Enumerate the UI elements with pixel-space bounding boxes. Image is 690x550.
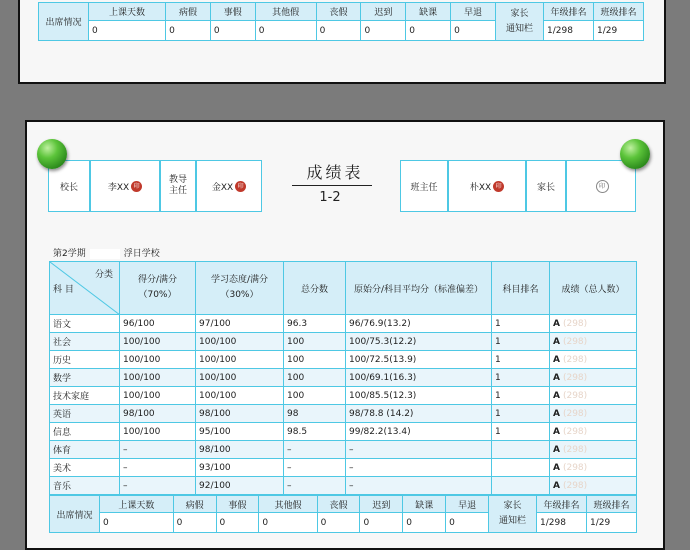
total: 100 (284, 369, 346, 387)
grade-cell (550, 459, 637, 477)
score: 100/100 (120, 351, 196, 369)
school-line (53, 246, 160, 259)
rank: 1 (492, 405, 550, 423)
grade-cell (550, 387, 637, 405)
rank: 1 (492, 333, 550, 351)
table-row (50, 387, 637, 405)
attendance-label: 出席情况 (50, 496, 100, 533)
raw: 100/72.5(13.9) (346, 351, 492, 369)
principal-label: 校长 (48, 160, 90, 212)
table-row (50, 315, 637, 333)
top-att-h5: 迟到 (361, 3, 406, 21)
attitude: 98/100 (196, 405, 284, 423)
table-row (50, 369, 637, 387)
att-v0: 0 (100, 513, 174, 533)
att-v3: 0 (259, 513, 317, 533)
subject: 信息 (50, 423, 120, 441)
top-grade-rank-value: 1/298 (544, 21, 594, 41)
raw: – (346, 459, 492, 477)
rank: 1 (492, 315, 550, 333)
score: 100/100 (120, 369, 196, 387)
attitude: 95/100 (196, 423, 284, 441)
grade-count: (298) (562, 408, 588, 419)
top-att-h0: 上课天数 (89, 3, 166, 21)
subject: 英语 (50, 405, 120, 423)
report-title: 成绩表 (306, 163, 364, 182)
top-attendance-label: 出席情况 (39, 3, 89, 41)
class-label: 1-2 (319, 190, 341, 205)
att-h6: 缺课 (403, 496, 446, 513)
att-h1: 病假 (173, 496, 216, 513)
title-underline (292, 185, 372, 186)
att-h4: 丧假 (317, 496, 360, 513)
grade-rank-value: 1/298 (537, 513, 587, 533)
class-rank-label: 班级排名 (587, 496, 637, 513)
att-h7: 早退 (446, 496, 489, 513)
table-row (50, 333, 637, 351)
homeroom-seal-icon: 印 (493, 181, 504, 192)
parent-label: 家长 (526, 160, 566, 212)
grades-table (49, 261, 637, 495)
top-att-v2: 0 (210, 21, 255, 41)
grade-count: (298) (562, 354, 588, 365)
subject: 美术 (50, 459, 120, 477)
att-h0: 上课天数 (100, 496, 174, 513)
top-attendance-table (38, 2, 644, 41)
attitude: 97/100 (196, 315, 284, 333)
homeroom-sign (448, 160, 526, 212)
pushpin-left-icon (37, 139, 67, 169)
top-att-h7: 早退 (451, 3, 496, 21)
score: – (120, 477, 196, 495)
subject: 音乐 (50, 477, 120, 495)
grade-cell (550, 315, 637, 333)
score: 100/100 (120, 423, 196, 441)
table-row (50, 459, 637, 477)
class-rank-value: 1/29 (587, 513, 637, 533)
principal-seal-icon: 印 (131, 181, 142, 192)
col-raw: 原始分/科目平均分（标准偏差） (346, 262, 492, 315)
rank (492, 477, 550, 495)
principal-sign (90, 160, 160, 212)
table-row (50, 351, 637, 369)
att-v6: 0 (403, 513, 446, 533)
grade-count: (298) (562, 390, 588, 401)
raw: 96/76.9(13.2) (346, 315, 492, 333)
top-att-h1: 病假 (166, 3, 211, 21)
att-v1: 0 (173, 513, 216, 533)
total: 100 (284, 387, 346, 405)
score: 98/100 (120, 405, 196, 423)
subject: 数学 (50, 369, 120, 387)
score: 96/100 (120, 315, 196, 333)
subject: 历史 (50, 351, 120, 369)
score: – (120, 459, 196, 477)
raw: – (346, 477, 492, 495)
att-h2: 事假 (216, 496, 259, 513)
rank: 1 (492, 351, 550, 369)
grade-cell (550, 441, 637, 459)
grade-cell (550, 369, 637, 387)
director-sign (196, 160, 262, 212)
grade: A (553, 318, 560, 329)
grade-cell (550, 477, 637, 495)
parent-sign (566, 160, 636, 212)
attendance-table (49, 495, 637, 533)
attitude: 98/100 (196, 441, 284, 459)
att-v7: 0 (446, 513, 489, 533)
school-name: 浮日学校 (123, 249, 160, 259)
att-v4: 0 (317, 513, 360, 533)
grade-count: (298) (562, 480, 588, 491)
top-att-v4: 0 (316, 21, 361, 41)
principal-name: 李XX (107, 182, 130, 193)
raw: 100/75.3(12.2) (346, 333, 492, 351)
top-att-h3: 其他假 (255, 3, 316, 21)
total: – (284, 459, 346, 477)
subject: 社会 (50, 333, 120, 351)
top-att-h6: 缺课 (406, 3, 451, 21)
col-total: 总分数 (284, 262, 346, 315)
grade-count: (298) (562, 426, 588, 437)
grade-rank-label: 年级排名 (537, 496, 587, 513)
attitude: 100/100 (196, 369, 284, 387)
homeroom-label: 班主任 (400, 160, 448, 212)
raw: 99/82.2(13.4) (346, 423, 492, 441)
total: – (284, 477, 346, 495)
top-att-h2: 事假 (210, 3, 255, 21)
total: 98 (284, 405, 346, 423)
col-attitude: 学习态度/满分 （30%） (196, 262, 284, 315)
total: 96.3 (284, 315, 346, 333)
table-row (50, 405, 637, 423)
attitude: 92/100 (196, 477, 284, 495)
grade-count: (298) (562, 318, 588, 329)
grade: A (553, 480, 560, 491)
col-score: 得分/满分 （70%） (120, 262, 196, 315)
raw: – (346, 441, 492, 459)
rank (492, 441, 550, 459)
subject: 体育 (50, 441, 120, 459)
parent-seal-icon: 印 (596, 180, 609, 193)
score: – (120, 441, 196, 459)
table-row (50, 423, 637, 441)
grade: A (553, 390, 560, 401)
top-class-rank-label: 班级排名 (594, 3, 644, 21)
grade: A (553, 354, 560, 365)
director-label: 教导 主任 (160, 160, 196, 212)
grade-count: (298) (562, 336, 588, 347)
score: 100/100 (120, 333, 196, 351)
rank: 1 (492, 387, 550, 405)
att-h5: 迟到 (360, 496, 403, 513)
grade-count: (298) (562, 462, 588, 473)
col-grade: 成绩（总人数） (550, 262, 637, 315)
score: 100/100 (120, 387, 196, 405)
raw: 100/85.5(12.3) (346, 387, 492, 405)
raw: 98/78.8 (14.2) (346, 405, 492, 423)
corner-bottom-label: 科 目 (53, 285, 74, 295)
attitude: 100/100 (196, 351, 284, 369)
grade-cell (550, 405, 637, 423)
grade: A (553, 426, 560, 437)
semester-label: 第2学期 (53, 249, 86, 259)
grade: A (553, 408, 560, 419)
top-att-v6: 0 (406, 21, 451, 41)
top-class-rank-value: 1/29 (594, 21, 644, 41)
total: 100 (284, 351, 346, 369)
rank: 1 (492, 369, 550, 387)
col-rank: 科目排名 (492, 262, 550, 315)
top-att-v3: 0 (255, 21, 316, 41)
raw: 100/69.1(16.3) (346, 369, 492, 387)
corner-header (50, 262, 120, 315)
rank (492, 459, 550, 477)
subject: 语文 (50, 315, 120, 333)
grade-count: (298) (562, 372, 588, 383)
table-row (50, 441, 637, 459)
total: – (284, 441, 346, 459)
top-parent-notice: 家长 通知栏 (496, 3, 544, 41)
att-v2: 0 (216, 513, 259, 533)
grade-cell (550, 423, 637, 441)
top-grade-rank-label: 年级排名 (544, 3, 594, 21)
grade: A (553, 444, 560, 455)
grade-count: (298) (562, 444, 588, 455)
corner-top-label: 分类 (94, 270, 113, 280)
subject: 技术家庭 (50, 387, 120, 405)
homeroom-name: 朴XX (469, 182, 492, 193)
top-att-v5: 0 (361, 21, 406, 41)
redacted-block (90, 249, 120, 259)
table-row (50, 477, 637, 495)
pushpin-right-icon (620, 139, 650, 169)
grade: A (553, 372, 560, 383)
rank: 1 (492, 423, 550, 441)
report-sheet-top (18, 0, 666, 84)
grade: A (553, 462, 560, 473)
total: 100 (284, 333, 346, 351)
grade-cell (550, 351, 637, 369)
top-att-v7: 0 (451, 21, 496, 41)
attitude: 93/100 (196, 459, 284, 477)
top-att-h4: 丧假 (316, 3, 361, 21)
top-att-v1: 0 (166, 21, 211, 41)
director-name: 金XX (211, 182, 234, 193)
grade: A (553, 336, 560, 347)
att-v5: 0 (360, 513, 403, 533)
top-att-v0: 0 (89, 21, 166, 41)
attitude: 100/100 (196, 387, 284, 405)
attitude: 100/100 (196, 333, 284, 351)
total: 98.5 (284, 423, 346, 441)
director-seal-icon: 印 (235, 181, 246, 192)
parent-notice: 家长 通知栏 (489, 496, 537, 533)
grade-cell (550, 333, 637, 351)
att-h3: 其他假 (259, 496, 317, 513)
